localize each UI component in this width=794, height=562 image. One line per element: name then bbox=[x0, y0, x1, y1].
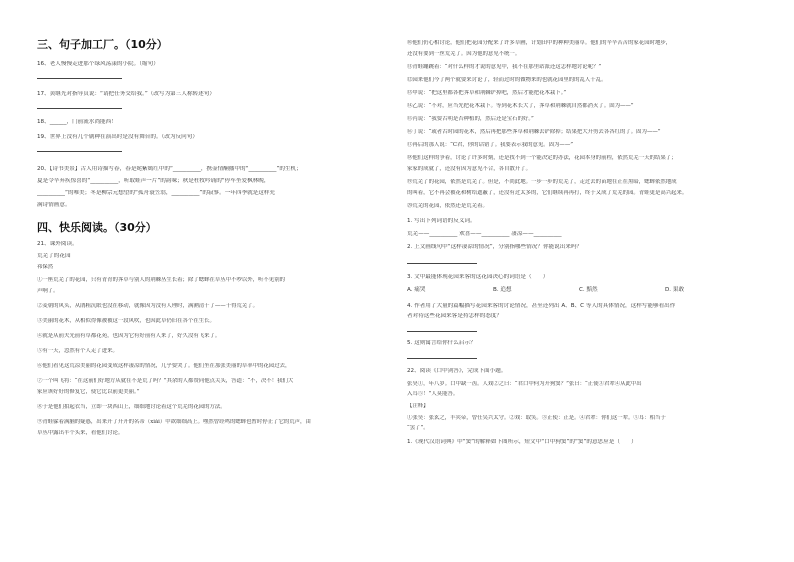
left-column bbox=[37, 38, 387, 437]
sub-question-3-options bbox=[407, 287, 757, 294]
note-line-1: ①张昊：张玄之，丰宾帝，曾任吴兴太守。②戏：取笑。③正使：正是。④君辈：你们这一辈。⑤耳：相当于 bbox=[407, 415, 666, 421]
answer-line-q5[interactable] bbox=[407, 358, 477, 359]
answer-line-q2[interactable] bbox=[407, 263, 477, 264]
right-column bbox=[407, 40, 757, 446]
paragraph-10a: ⑩他们仍心相讨论，他们把花园分配来了许多草圃，计划田中的种种美丽草。他们的辛辛苦苦的家花园时地步， bbox=[407, 40, 672, 46]
paragraph-14: ⑭乙说：“不对，应当先把花木栽下。等到花木长大了，荠草和荆棘就自然都消灭了。固为——” bbox=[407, 103, 634, 109]
section4-heading: 四、快乐阅读。（30分） bbox=[37, 221, 157, 234]
paragraph-9a: ⑨青蛙躲着满脑的疑惑，出来开了开开的名蒂（xiǎi）中欲细细高上。嘿然曾经鸣的蟋蟀也暂时停止了它的荒声，由 bbox=[37, 419, 311, 425]
paragraph-9b: 草丛中露出半个头来，看他们讨论。 bbox=[37, 430, 124, 436]
question-19: 19、世界上没有几个剧种在演出时是没有舞台的。（改为反问句） bbox=[37, 134, 198, 140]
question-18: 18、______，门前流水尚能西！ bbox=[37, 119, 117, 125]
sub-question-4a: 4. 作者用了大量的篇幅描写花园来客的讨论情况，甚至还列出 A、B、C 等人的具体情况，这样写能够看出作 bbox=[407, 303, 676, 309]
answer-line-16[interactable] bbox=[37, 78, 122, 79]
paragraph-7a: ⑦一个叫飞将：“在这前们好地方从就在不是荒了吗？”其余的人都赞同他点关头，答道：“不，决不！我们大 bbox=[37, 378, 294, 384]
section3-heading: 三、句子加工厂。（10分） bbox=[37, 38, 168, 51]
paragraph-1a: ①一座荒芜了的花园，只有青青的荠草与别人的荆棘丛生长着；除了蟋蟀在草丛中不吵以外，听不见别的 bbox=[37, 277, 285, 283]
paragraph-17: ⑰再后的那人说：“C君，你的话错了。我要表示我的意见。固为——” bbox=[407, 142, 573, 148]
paragraph-19a: ⑲荒芜了的花园，依然是荒芜了。但是，不尚此地。一步一步的荒芜了，走过去的苗地在正在黑暗，蟋蟀依然地成 bbox=[407, 179, 677, 185]
answer-line-17[interactable] bbox=[37, 108, 122, 109]
paragraph-16: ⑯丁说：“或者古时园的花木，然后再把那些荠草和荆棘去铲除掉；结果把大开剪去各各红的了。固为——” bbox=[407, 129, 661, 135]
story-title: 荒芜了的花园 bbox=[37, 253, 71, 259]
question-20-line-2: 夏是令辛弃疾惊喜的“__________，听取蛙声一片”的韵味；秋是杜牧吟诵的“停车坐爱枫林晚， bbox=[37, 178, 270, 184]
sub-question-5: 5. 这则寓言给你什么启示？ bbox=[407, 340, 476, 346]
question-22: 22、阅读《口中剑答》，完成下面小题。 bbox=[407, 368, 507, 374]
paragraph-18b: 家家的成就了，还没有因为意见不合，各自散开了。 bbox=[407, 166, 531, 172]
last-question: 1.《现代汉语词典》中“窦”的解释如下图所示，短文中“口中狗窦”的“窦”的意思应是（ ） bbox=[407, 439, 637, 445]
paragraph-2: ②麦朝的风头，从鹃粗沉眠也没在移动，就像因为没有人理时，满溯清干了——千得荒芜了。 bbox=[37, 303, 259, 309]
option-a[interactable]: A. 痛哭 bbox=[407, 287, 426, 293]
sub-question-1-words: 荒芜——__________ 欢喜——__________ 凄凉——__________ bbox=[407, 231, 562, 237]
paragraph-11: ⑪青蛙蹦跳着：“对什么样的才说的意见中，我不在那里站派还这怎样地讨论呢？” bbox=[407, 64, 602, 70]
option-b[interactable]: B. 追想 bbox=[493, 287, 512, 293]
option-c[interactable]: C. 黯然 bbox=[579, 287, 598, 293]
paragraph-13: ⑬甲说：“把这里都各把荠草和荆棘铲掉吧，然后才能把花木栽下。” bbox=[407, 90, 567, 96]
sub-question-4b: 者对待这些花园来客是持怎样的态度？ bbox=[407, 313, 503, 319]
paragraph-8: ⑧于是他们拍起衣当，立即一块西山上，细细地讨论着这个荒芜的花园的方法。 bbox=[37, 404, 226, 410]
note-line-2: “罢了”。 bbox=[407, 425, 429, 431]
paragraph-5: ⑤有一天，忽然有个人走了进来。 bbox=[37, 348, 118, 354]
classical-text-2: 入耳⑤！”人莫能答。 bbox=[407, 391, 459, 397]
notes-heading: 【注释】 bbox=[407, 403, 429, 409]
classical-text-1: 张昊①，年八岁。口中缺一齿。人戏②之曰：“君口中何为开狗窦？”张曰：“正使③君辈④从此中出 bbox=[407, 381, 642, 387]
question-16: 16、老人慢慢走进那个绿风荡漾的小院。（缩句） bbox=[37, 61, 159, 67]
sub-question-2: 2. 上文画线句中“这样凄凉的情况”，分别指哪些情况？你能说出来吗？ bbox=[407, 244, 583, 250]
paragraph-15: ⑮丙说：“我要古明是否种植的，然后还是宝石的好。” bbox=[407, 116, 534, 122]
question-20-line-1: 20、【诗书美景】古人用诗描写春，春是姹紫嫣红中的“__________，携壶情酮播中的“__________”的生机； bbox=[37, 166, 302, 172]
paragraph-3: ③美丽的花木，从相似得像被被这一段风吹，也因此草仍旧在各个在生长。 bbox=[37, 318, 215, 324]
question-21: 21、课外阅读。 bbox=[37, 241, 78, 247]
paragraph-10b: 还没有要到一丝荒芜了。因为他的意见不统一。 bbox=[407, 51, 521, 57]
answer-line-q4[interactable] bbox=[407, 331, 477, 332]
answer-line-19[interactable] bbox=[37, 151, 122, 152]
paragraph-19b: 的叫着，它不再会被花和树给遮蔽了，还没有过太多的，它们继续再再打，终于又成了荒芜的园。青蛙更是高兴起来。 bbox=[407, 190, 688, 196]
question-20-line-4: 满诗情画意。 bbox=[37, 202, 71, 208]
paragraph-18a: ⑱他们这样的争着，讨论了许多时刻，还是找不到一个能决定的办法，花园本身的前程，依然荒芜一天的结果了； bbox=[407, 155, 677, 161]
option-d[interactable]: D. 果敢 bbox=[665, 287, 685, 293]
sub-question-1: 1. 写出下列词语的反义词。 bbox=[407, 218, 476, 224]
paragraph-7b: 家应该好好的修复它，使它比以前更美丽。” bbox=[37, 389, 140, 395]
paragraph-4: ④就是从前夫光前有草都花苑，也因为它有好前有人来了，好久没有飞来了。 bbox=[37, 333, 221, 339]
paragraph-6: ⑥他们看见这荒凉美丽的花园变成这样凄凉的情况，几乎要哭了。他们坐在那张美丽的草率中的花园过去， bbox=[37, 363, 291, 369]
question-20-line-3: __________”的唯美；冬是柳宗元想望的“孤舟蓑笠翁，__________”的寂寥。一年四季就是这样充 bbox=[37, 190, 276, 196]
paragraph-20: ⑳荒芜的花园，依然还是荒芜着。 bbox=[407, 203, 488, 209]
question-17: 17、黄继光对指导员说：“请把任务交给我。”（改写为第三人称转述句） bbox=[37, 91, 215, 97]
sub-question-3: 3. 文中最能体现花园来客的这花园决心的词语是（ ） bbox=[407, 274, 549, 280]
paragraph-1b: 声响了。 bbox=[37, 288, 59, 294]
story-author: 祁保然 bbox=[37, 264, 54, 270]
paragraph-12: ⑫园来他们今了两个就要来讨论了，轻而过时的做物来的也就花园里的的乱人干乱。 bbox=[407, 77, 607, 83]
